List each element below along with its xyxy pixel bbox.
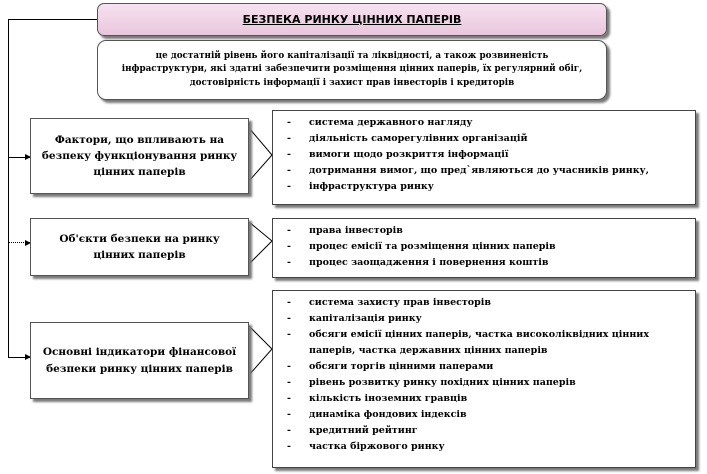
list-item: - кількість іноземних гравців xyxy=(283,391,687,407)
arrow-to-factors xyxy=(9,157,30,158)
title-box xyxy=(97,3,607,36)
list-item: - процес заощадження і повернення коштів xyxy=(283,255,687,271)
list-item: - дотримання вимог, що пред`являються до учасників ринку, xyxy=(283,163,687,179)
list-item: - динаміка фондових індексів xyxy=(283,407,687,423)
list-item: - діяльність саморегулівних організацій xyxy=(283,131,687,147)
list-item: - обсяги емісії цінних паперів, частка високоліквідних цінних паперів, частка державних цінних паперів xyxy=(283,327,687,359)
title-text: БЕЗПЕКА РИНКУ ЦІННИХ ПАПЕРІВ xyxy=(242,13,462,26)
list-item: - вимоги щодо розкриття інформації xyxy=(283,147,687,163)
list-item: - система державного нагляду xyxy=(283,115,687,131)
objects-list-box xyxy=(272,218,696,278)
title-connector-line xyxy=(8,19,97,20)
list-item: - рівень розвитку ринку похідних цінних паперів xyxy=(283,375,687,391)
list-item: - процес емісії та розміщення цінних паперів xyxy=(283,239,687,255)
list-item: - система захисту прав інвесторів xyxy=(283,295,687,311)
list-item: - інфраструктура ринку xyxy=(283,179,687,195)
factors-list-box xyxy=(272,110,696,205)
definition-text: це достатній рівень його капіталізації та ліквідності, а також розвиненість інфраструктури, які здатні забезпечити розміщення цінних паперів, їх регулярний обіг, достовірність інформації і захист прав інвесторів і кредиторів xyxy=(121,51,583,88)
list-item: - кредитний рейтинг xyxy=(283,423,687,439)
arrow-to-indicators xyxy=(9,357,30,358)
definition-box xyxy=(97,40,607,100)
list-item: - капіталізація ринку xyxy=(283,311,687,327)
list-item: - права інвесторів xyxy=(283,223,687,239)
objects-label: Об'єкти безпеки на ринку цінних паперів xyxy=(59,232,220,261)
factors-label: Фактори, що впливають на безпеку функціонування ринку цінних паперів xyxy=(41,133,238,179)
main-connector-line xyxy=(8,19,9,358)
indicators-list-box xyxy=(272,290,696,468)
indicators-box xyxy=(30,322,249,399)
factors-box xyxy=(30,118,249,194)
arrow-to-objects xyxy=(9,242,30,243)
list-item: - частка біржового ринку xyxy=(283,439,687,455)
objects-box xyxy=(30,218,249,276)
list-item: - обсяги торгів цінними паперами xyxy=(283,359,687,375)
indicators-label: Основні індикатори фінансової безпеки ринку цінних паперів xyxy=(42,346,237,375)
